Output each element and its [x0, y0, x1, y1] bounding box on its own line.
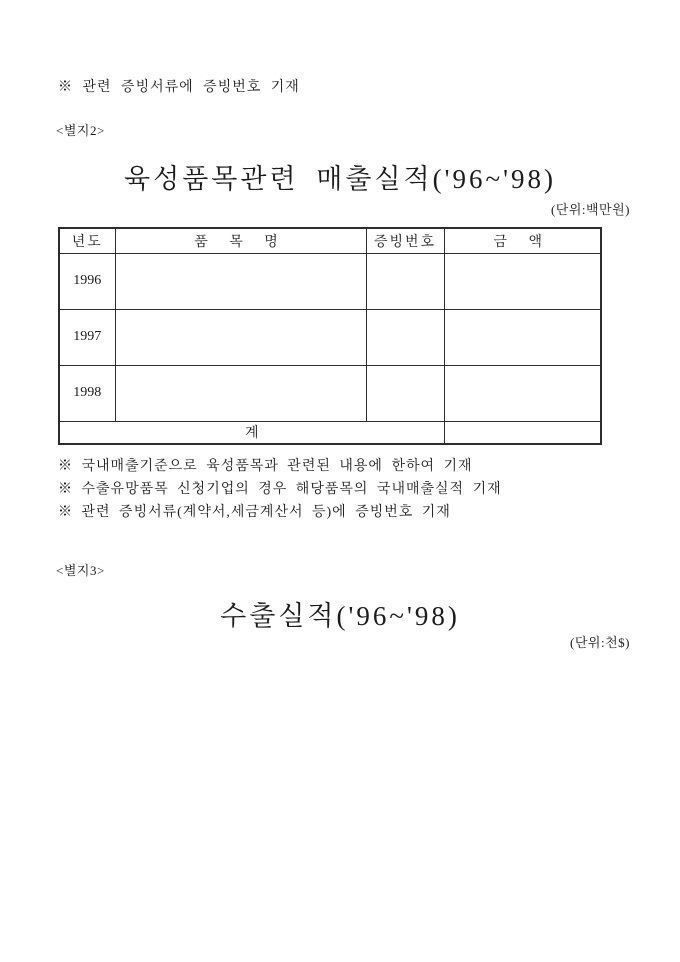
cell-item-1996: [115, 253, 366, 309]
col-header-year: 년도: [59, 228, 115, 253]
cell-amount-1997: [444, 309, 601, 365]
footnote-evidence-documents: ※ 관련 증빙서류(계약서,세금계산서 등)에 증빙번호 기재: [58, 505, 451, 520]
cell-year-1998: 1998: [59, 365, 115, 421]
col-header-doc-number: 증빙번호: [366, 228, 444, 253]
table-header-row: [59, 228, 601, 253]
sales-record-table: [58, 227, 602, 445]
cell-item-1997: [115, 309, 366, 365]
cell-doc-no-1996: [366, 253, 444, 309]
cell-amount-1996: [444, 253, 601, 309]
cell-amount-1998: [444, 365, 601, 421]
cell-doc-no-1998: [366, 365, 444, 421]
footnote-export-promising-items: ※ 수출유망품목 신청기업의 경우 해당품목의 국내매출실적 기재: [58, 482, 502, 497]
cell-doc-no-1997: [366, 309, 444, 365]
table-row-1997: [59, 309, 601, 365]
cell-year-1997: 1997: [59, 309, 115, 365]
export-record-title: 수출실적('96~'98): [220, 601, 460, 631]
cell-item-1998: [115, 365, 366, 421]
cell-year-1996: 1996: [59, 253, 115, 309]
sales-record-title: 육성품목관련 매출실적('96~'98): [124, 164, 556, 194]
export-unit-label: (단위:천$): [570, 635, 630, 650]
appendix-3-label: <별지3>: [56, 563, 105, 578]
total-label-cell: 계: [59, 421, 444, 444]
sales-unit-label: (단위:백만원): [550, 202, 630, 217]
footnotes-block: [58, 455, 502, 524]
appendix-2-label: <별지2>: [56, 123, 105, 138]
footnote-domestic-sales-basis: ※ 국내매출기준으로 육성품목과 관련된 내용에 한하여 기재: [58, 459, 473, 474]
top-reference-note: ※ 관련 증빙서류에 증빙번호 기재: [58, 80, 300, 95]
table-row-1998: [59, 365, 601, 421]
table-row-1996: [59, 253, 601, 309]
col-header-amount: 금 액: [444, 228, 601, 253]
total-amount-cell: [444, 421, 601, 444]
table-total-row: [59, 421, 601, 444]
col-header-item-name: 품 목 명: [115, 228, 366, 253]
